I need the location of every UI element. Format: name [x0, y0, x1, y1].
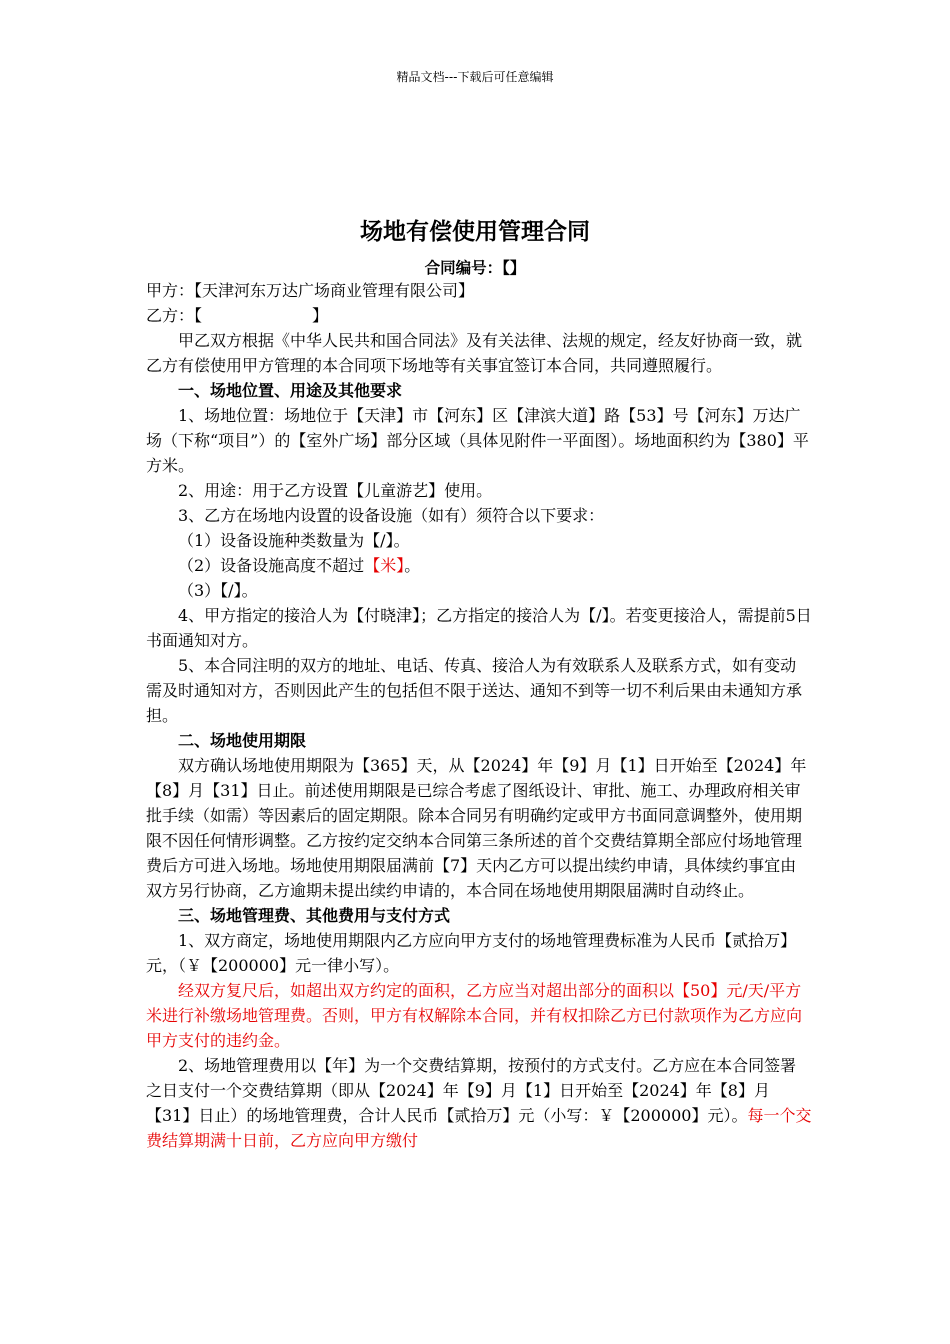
section-2-heading: 二、场地使用期限 [178, 731, 307, 750]
item-3-2-highlight: 【米】 [364, 556, 405, 575]
section-1-item-3-3: （3）【/】。 [178, 581, 258, 600]
section-1-item-3-1: （1）设备设施种类数量为【/】。 [178, 531, 410, 550]
section-1-item-2: 2、用途：用于乙方设置【儿童游艺】使用。 [178, 481, 493, 500]
page-header: 精品文档---下载后可任意编辑 [396, 70, 554, 84]
section-3-item-1-note: 经双方复尺后，如超出双方约定的面积，乙方应当对超出部分的面积以【50】元/天/平方米进行补缴场地管理费。否则，甲方有权解除本合同，并有权扣除乙方已付款项作为乙方应向甲方支付的违约金。 [146, 981, 803, 1050]
party-a: 甲方：【天津河东万达广场商业管理有限公司】 [146, 281, 475, 300]
party-b [146, 303, 812, 328]
document-title: 场地有偿使用管理合同 [360, 219, 590, 245]
item-3-2-end: 。 [404, 556, 421, 575]
section-1-item-1: 1、场地位置：场地位于【天津】市【河东】区【津滨大道】路【53】号【河东】万达广场（下称“项目”）的【室外广场】部分区域（具体见附件一平面图）。场地面积约为【380】平方米。 [146, 406, 809, 475]
section-1-item-3-2 [146, 553, 812, 578]
contract-number: 合同编号：【】 [424, 259, 526, 277]
item-2-highlight: 每一个交费结算期满十日前，乙方应向甲方缴付 [146, 1106, 812, 1150]
contract-body [146, 278, 812, 1153]
section-1-item-3: 3、乙方在场地内设置的设备设施（如有）须符合以下要求： [178, 506, 605, 525]
section-1-item-5: 5、本合同注明的双方的地址、电话、传真、接洽人为有效联系人及联系方式，如有变动需及时通知对方，否则因此产生的包括但不限于送达、通知不到等一切不利后果由未通知方承担。 [146, 656, 803, 725]
section-1-item-4: 4、甲方指定的接洽人为【付晓津】；乙方指定的接洽人为【/】。若变更接洽人，需提前5日书面通知对方。 [146, 606, 812, 650]
section-3-item-1: 1、双方商定，场地使用期限内乙方应向甲方支付的场地管理费标准为人民币【贰拾万】元，（￥【200000】元一律小写）。 [146, 931, 797, 975]
section-1-heading: 一、场地位置、用途及其他要求 [178, 381, 403, 400]
section-2-paragraph: 双方确认场地使用期限为【365】天，从【2024】年【9】月【1】日开始至【2024】年【8】月【31】日止。前述使用期限是已综合考虑了图纸设计、审批、施工、办理政府相关审批手续（如需）等因素后的固定期限。除本合同另有明确约定或甲方书面同意调整外，使用期限不因任何情形调整。乙方按约定交纳本合同第三条所述的首个交费结算期全部应付场地管理费后方可进入场地。场地使用期限届满前【7】天内乙方可以提出续约申请，具体续约事宜由双方另行协商，乙方逾期未提出续约申请的，本合同在场地使用期限届满时自动终止。 [146, 756, 807, 900]
party-b-suffix: 】 [312, 306, 329, 325]
intro-paragraph: 甲乙双方根据《中华人民共和国合同法》及有关法律、法规的规定，经友好协商一致，就乙方有偿使用甲方管理的本合同项下场地等有关事宜签订本合同，共同遵照履行。 [146, 331, 803, 375]
party-b-prefix: 乙方：【 [146, 306, 203, 325]
section-3-item-2 [146, 1053, 812, 1153]
item-3-2-text: （2）设备设施高度不超过 [178, 556, 365, 575]
item-2-text: 2、场地管理费用以【年】为一个交费结算期，按预付的方式支付。乙方应在本合同签署之日支付一个交费结算期（即从【2024】年【9】月【1】日开始至【2024】年【8】月【31】日止）的场地管理费，合计人民币【贰拾万】元（小写：￥【200000】元）。 [146, 1056, 797, 1125]
section-3-heading: 三、场地管理费、其他费用与支付方式 [178, 906, 451, 925]
